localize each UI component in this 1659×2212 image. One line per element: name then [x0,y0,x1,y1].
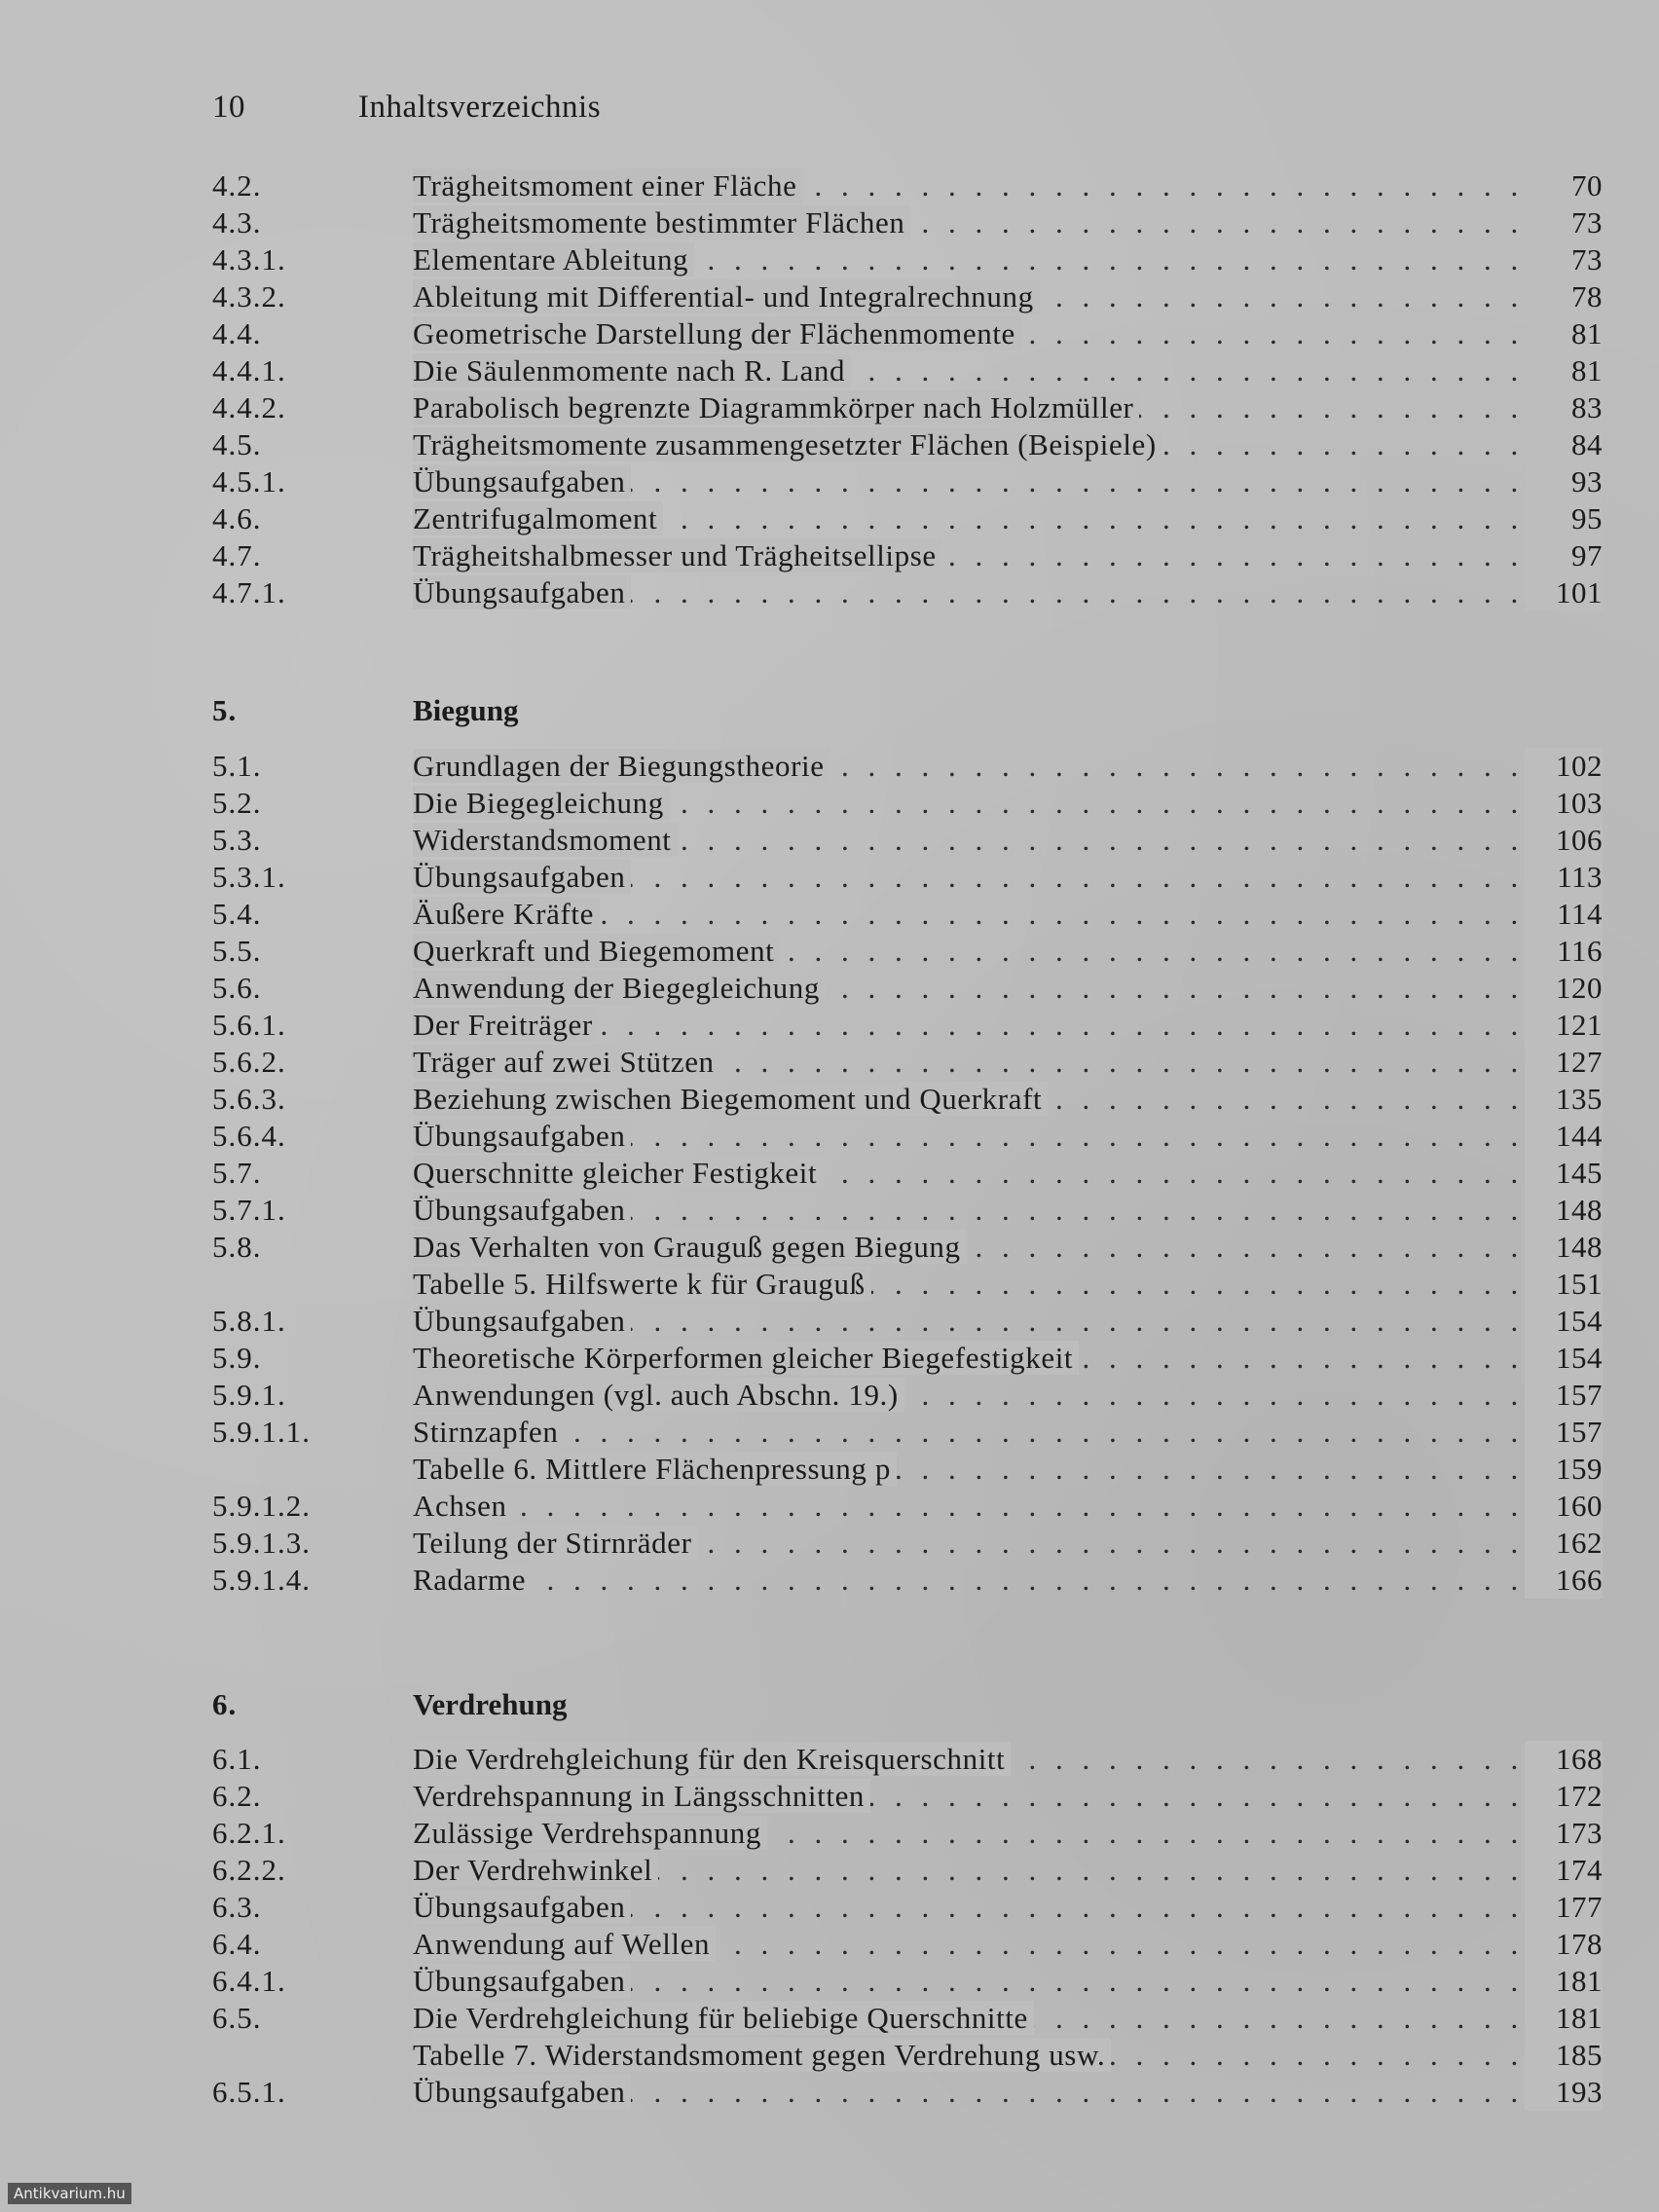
entry-title-with-leader [413,1525,1525,1562]
entry-title: Übungsaufgaben [413,860,631,894]
entry-page: 148 [1525,1229,1603,1266]
entry-title: Trägheitsmomente zusammengesetzter Flächen (Beispiele) [413,427,1162,461]
entry-title-with-leader [413,2000,1525,2037]
entry-page: 178 [1525,1926,1603,1963]
entry-number: 4.5.1. [212,464,286,498]
entry-title-with-leader [413,1340,1525,1377]
entry-number: 5.9.1.3. [212,1526,311,1560]
entry-number: 5.4. [212,897,262,931]
toc-entry [212,1889,1603,1926]
entry-title-with-leader [413,1778,1525,1815]
entry-number: 4.4.2. [212,390,286,424]
entry-title-with-leader [413,426,1525,463]
entry-page: 116 [1525,933,1603,970]
entry-title: Radarme [413,1563,532,1597]
entry-number: 5.3. [212,823,262,857]
entry-title: Geometrische Darstellung der Flächenmomente [413,316,1021,350]
entry-page: 157 [1525,1377,1603,1414]
entry-page: 181 [1525,2000,1603,2037]
toc-entry [212,859,1603,896]
entry-title-with-leader [413,1303,1525,1340]
entry-title-with-leader [413,352,1525,389]
entry-number: 5.8. [212,1230,262,1264]
toc-entry [212,1525,1603,1562]
toc-entry [212,1414,1603,1451]
entry-number: 5.3.1. [212,860,286,894]
entry-title-with-leader [413,463,1525,500]
entry-title: Übungsaufgaben [413,464,631,498]
entry-title-with-leader [413,204,1525,241]
entry-title-with-leader [413,1007,1525,1044]
toc-entry [212,315,1603,352]
entry-title-with-leader [413,1118,1525,1155]
entry-page: 73 [1525,204,1603,241]
toc-entry [212,241,1603,278]
entry-page: 162 [1525,1525,1603,1562]
entry-page: 193 [1525,2074,1603,2111]
entry-title-with-leader [413,2037,1525,2074]
entry-page: 101 [1525,574,1603,611]
entry-number: 6.2. [212,1779,262,1813]
toc-entry [212,389,1603,426]
toc-entry [212,2037,1603,2074]
entry-title-with-leader [413,1889,1525,1926]
toc-entry [212,896,1603,933]
entry-title-with-leader [413,1229,1525,1266]
entry-title-with-leader [413,785,1525,822]
toc-entry [212,1007,1603,1044]
entry-page: 159 [1525,1451,1603,1488]
entry-page: 157 [1525,1414,1603,1451]
entry-page: 121 [1525,1007,1603,1044]
entry-number: 5.6.3. [212,1082,286,1116]
entry-title: Übungsaufgaben [413,1119,631,1153]
entry-title: Die Säulenmomente nach R. Land [413,353,851,387]
toc-entry [212,1081,1603,1118]
toc-section-chapter-4 [212,167,1603,611]
entry-page: 185 [1525,2037,1603,2074]
toc-entry [212,2000,1603,2037]
toc-entry [212,1926,1603,1963]
entry-title: Übungsaufgaben [413,575,631,609]
entry-number: 5.9.1.1. [212,1415,311,1449]
entry-page: 106 [1525,822,1603,859]
entry-number: 6.3. [212,1890,262,1924]
entry-title: Übungsaufgaben [413,1193,631,1227]
entry-number: 4.7. [212,538,262,572]
entry-title: Querkraft und Biegemoment [413,934,780,968]
entry-title-with-leader [413,278,1525,315]
entry-title: Anwendung auf Wellen [413,1927,716,1961]
entry-title: Verdrehspannung in Längsschnitten [413,1779,870,1813]
entry-title: Übungsaufgaben [413,2075,631,2109]
entry-number: 5.8.1. [212,1304,286,1338]
entry-page: 127 [1525,1044,1603,1081]
toc-entry [212,463,1603,500]
entry-title: Der Verdrehwinkel [413,1853,658,1887]
toc-entry [212,1155,1603,1192]
running-title: Inhaltsverzeichnis [358,90,602,125]
toc-entry [212,1562,1603,1599]
entry-title-with-leader [413,1852,1525,1889]
entry-number: 5.6.2. [212,1045,286,1079]
entry-number: 5.7.1. [212,1193,286,1227]
entry-page: 102 [1525,748,1603,785]
entry-title: Das Verhalten von Grauguß gegen Biegung [413,1230,967,1264]
entry-number: 6.2.2. [212,1853,286,1887]
entry-title-with-leader [413,1266,1525,1303]
entry-title: Der Freiträger [413,1008,599,1042]
entry-page: 97 [1525,537,1603,574]
entry-number: 4.3. [212,205,262,240]
entry-page: 93 [1525,463,1603,500]
toc-entry [212,537,1603,574]
toc-entry [212,970,1603,1007]
entry-title: Trägheitsmoment einer Fläche [413,168,802,203]
entry-number: 4.3.1. [212,242,286,276]
entry-title: Träger auf zwei Stützen [413,1045,720,1079]
entry-page: 166 [1525,1562,1603,1599]
toc-entry [212,1229,1603,1266]
entry-title: Übungsaufgaben [413,1304,631,1338]
chapter-title: Biegung [413,693,519,727]
entry-number: 5.9. [212,1341,262,1375]
toc-entry [212,278,1603,315]
entry-title-with-leader [413,1963,1525,2000]
entry-title: Grundlagen der Biegungstheorie [413,749,830,783]
entry-title: Anwendung der Biegegleichung [413,971,826,1005]
entry-page: 144 [1525,1118,1603,1155]
toc-entry [212,1852,1603,1889]
entry-title-with-leader [413,933,1525,970]
entry-title: Parabolisch begrenzte Diagrammkörper nach Holzmüller [413,390,1139,424]
entry-number: 6.5.1. [212,2075,286,2109]
toc-entry [212,785,1603,822]
entry-page: 70 [1525,167,1603,204]
entry-title-with-leader [413,574,1525,611]
entry-title-with-leader [413,859,1525,896]
entry-title: Die Biegegleichung [413,786,670,820]
entry-title: Anwendungen (vgl. auch Abschn. 19.) [413,1378,904,1412]
chapter-heading-6 [212,1687,567,1722]
entry-title-with-leader [413,822,1525,859]
entry-title: Querschnitte gleicher Festigkeit [413,1156,823,1190]
entry-title-with-leader [413,896,1525,933]
entry-page: 172 [1525,1778,1603,1815]
entry-title-with-leader [413,1562,1525,1599]
toc-entry [212,204,1603,241]
toc-entry [212,1741,1603,1778]
toc-entry [212,933,1603,970]
entry-title: Tabelle 5. Hilfswerte k für Grauguß [413,1267,871,1301]
entry-title-with-leader [413,241,1525,278]
entry-title-with-leader [413,1081,1525,1118]
entry-page: 103 [1525,785,1603,822]
entry-title-with-leader [413,1451,1525,1488]
entry-title: Zentrifugalmoment [413,501,663,535]
entry-title-with-leader [413,1155,1525,1192]
chapter-heading-5 [212,693,519,728]
entry-page: 120 [1525,970,1603,1007]
entry-title: Elementare Ableitung [413,242,694,276]
entry-title-with-leader [413,1192,1525,1229]
entry-page: 151 [1525,1266,1603,1303]
entry-page: 114 [1525,896,1603,933]
entry-page: 154 [1525,1303,1603,1340]
toc-entry [212,1778,1603,1815]
toc-entry [212,574,1603,611]
entry-page: 174 [1525,1852,1603,1889]
entry-title-with-leader [413,389,1525,426]
toc-entry [212,1303,1603,1340]
toc-entry [212,1266,1603,1303]
entry-number: 5.2. [212,786,262,820]
toc-entry [212,1377,1603,1414]
entry-number: 5.9.1. [212,1378,286,1412]
entry-page: 177 [1525,1889,1603,1926]
entry-title-with-leader [413,1488,1525,1525]
toc-entry [212,2074,1603,2111]
toc-entry [212,500,1603,537]
toc-entry [212,426,1603,463]
entry-number: 4.7.1. [212,575,286,609]
entry-number: 5.6.1. [212,1008,286,1042]
entry-page: 78 [1525,278,1603,315]
entry-title: Teilung der Stirnräder [413,1526,698,1560]
entry-title-with-leader [413,1815,1525,1852]
toc-entry [212,1340,1603,1377]
entry-page: 181 [1525,1963,1603,2000]
entry-number: 6.5. [212,2001,262,2035]
entry-title: Widerstandsmoment [413,823,678,857]
entry-title: Äußere Kräfte [413,897,600,931]
entry-number: 6.4.1. [212,1964,286,1998]
entry-title-with-leader [413,2074,1525,2111]
entry-title-with-leader [413,1414,1525,1451]
entry-title: Tabelle 7. Widerstandsmoment gegen Verdrehung usw. [413,2038,1111,2072]
entry-title-with-leader [413,970,1525,1007]
entry-number: 6.2.1. [212,1816,286,1850]
entry-title: Stirnzapfen [413,1415,565,1449]
entry-number: 5.9.1.2. [212,1489,311,1523]
entry-number: 4.4.1. [212,353,286,387]
entry-number: 5.9.1.4. [212,1563,311,1597]
entry-title: Übungsaufgaben [413,1964,631,1998]
chapter-number: 6. [212,1687,238,1721]
entry-page: 113 [1525,859,1603,896]
entry-number: 4.4. [212,316,262,350]
entry-number: 5.6.4. [212,1119,286,1153]
entry-title-with-leader [413,748,1525,785]
entry-title-with-leader [413,1377,1525,1414]
entry-title: Beziehung zwischen Biegemoment und Querkraft [413,1082,1048,1116]
entry-number: 4.2. [212,168,262,203]
toc-entry [212,1815,1603,1852]
entry-title-with-leader [413,1044,1525,1081]
entry-page: 81 [1525,315,1603,352]
toc-entry [212,822,1603,859]
page-header [212,90,601,126]
entry-number: 5.1. [212,749,262,783]
toc-entry [212,1963,1603,2000]
entry-number: 4.5. [212,427,262,461]
watermark: Antikvarium.hu [8,2183,131,2204]
entry-number: 4.6. [212,501,262,535]
entry-number: 5.6. [212,971,262,1005]
chapter-number: 5. [212,693,238,727]
entry-page: 84 [1525,426,1603,463]
entry-title: Zulässige Verdrehspannung [413,1816,767,1850]
toc-entry [212,1044,1603,1081]
toc-entry [212,1118,1603,1155]
entry-page: 145 [1525,1155,1603,1192]
entry-page: 160 [1525,1488,1603,1525]
entry-number: 6.1. [212,1742,262,1776]
entry-title-with-leader [413,315,1525,352]
toc-entry [212,352,1603,389]
entry-number: 4.3.2. [212,279,286,313]
entry-page: 95 [1525,500,1603,537]
entry-page: 81 [1525,352,1603,389]
entry-page: 135 [1525,1081,1603,1118]
entry-title: Achsen [413,1489,513,1523]
toc-entry [212,167,1603,204]
entry-title-with-leader [413,537,1525,574]
toc-entry [212,748,1603,785]
entry-number: 6.4. [212,1927,262,1961]
entry-title: Übungsaufgaben [413,1890,631,1924]
entry-page: 168 [1525,1741,1603,1778]
entry-title-with-leader [413,500,1525,537]
toc-entry [212,1488,1603,1525]
entry-title-with-leader [413,1926,1525,1963]
entry-title: Tabelle 6. Mittlere Flächenpressung p [413,1452,897,1486]
entry-title: Die Verdrehgleichung für den Kreisquerschnitt [413,1742,1011,1776]
entry-title: Die Verdrehgleichung für beliebige Querschnitte [413,2001,1034,2035]
entry-page: 83 [1525,389,1603,426]
entry-page: 73 [1525,241,1603,278]
entry-title-with-leader [413,167,1525,204]
chapter-title: Verdrehung [413,1687,568,1721]
toc-entry [212,1451,1603,1488]
entry-title: Theoretische Körperformen gleicher Biegefestigkeit [413,1341,1079,1375]
entry-page: 148 [1525,1192,1603,1229]
entry-title: Ableitung mit Differential- und Integralrechnung [413,279,1040,313]
entry-title: Trägheitsmomente bestimmter Flächen [413,205,910,240]
page-number: 10 [212,90,245,125]
entry-title-with-leader [413,1741,1525,1778]
entry-page: 154 [1525,1340,1603,1377]
entry-number: 5.7. [212,1156,262,1190]
entry-page: 173 [1525,1815,1603,1852]
toc-section-chapter-6 [212,1741,1603,2111]
entry-number: 5.5. [212,934,262,968]
toc-entry [212,1192,1603,1229]
toc-section-chapter-5 [212,748,1603,1599]
entry-title: Trägheitshalbmesser und Trägheitsellipse [413,538,942,572]
